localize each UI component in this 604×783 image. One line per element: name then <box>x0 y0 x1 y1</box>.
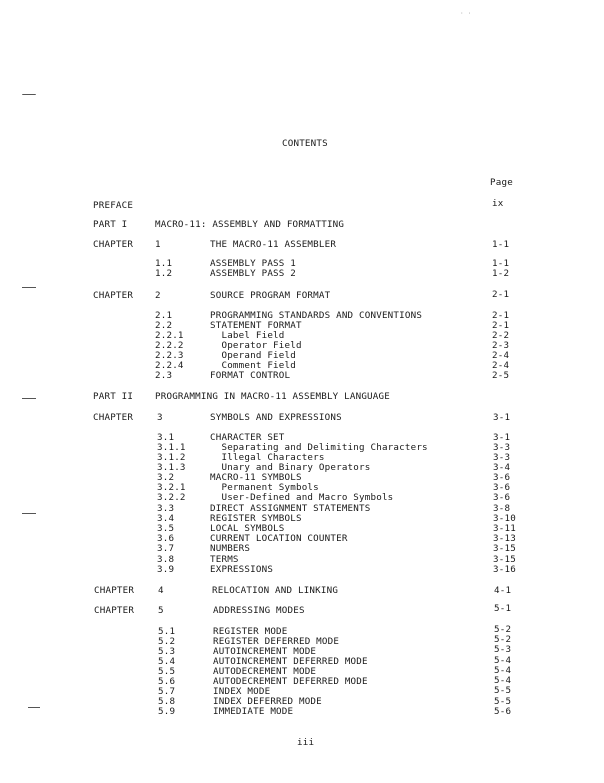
section-page: 3-15 <box>493 554 516 565</box>
section-number: 3.3 <box>157 503 175 514</box>
section-title: AUTOINCREMENT DEFERRED MODE <box>213 656 368 667</box>
section-title: Illegal Characters <box>210 452 325 463</box>
section-number: 3.5 <box>157 523 175 534</box>
section-title: Label Field <box>210 330 285 341</box>
scan-mark <box>22 287 36 288</box>
section-number: 5.6 <box>158 676 176 687</box>
section-number: 3.1 <box>157 432 175 443</box>
section-number: 2.2.1 <box>155 330 184 341</box>
section-title: Comment Field <box>210 360 296 371</box>
section-page: 5-4 <box>494 665 512 676</box>
section-number: 3.9 <box>157 564 175 575</box>
chapter-2-page: 2-1 <box>492 289 510 300</box>
chapter-2-number: 2 <box>155 290 161 301</box>
chapter-2-title: SOURCE PROGRAM FORMAT <box>210 290 331 301</box>
scan-mark <box>22 94 36 95</box>
section-number: 1.1 <box>155 258 173 269</box>
section-number: 1.2 <box>155 268 173 279</box>
section-page: 5-3 <box>494 644 512 655</box>
section-title: PROGRAMMING STANDARDS AND CONVENTIONS <box>210 310 423 321</box>
section-page: 3-10 <box>493 513 516 524</box>
section-title: IMMEDIATE MODE <box>213 706 294 717</box>
section-title: AUTODECREMENT MODE <box>213 666 317 677</box>
page-column-label: Page <box>490 177 513 188</box>
chapter-4-page: 4-1 <box>494 585 512 596</box>
section-number: 3.4 <box>157 513 175 524</box>
chapter-3-title: SYMBOLS AND EXPRESSIONS <box>210 412 342 423</box>
section-page: 2-2 <box>492 330 510 341</box>
section-page: 3-8 <box>493 503 511 514</box>
chapter-1-label: CHAPTER <box>93 239 134 250</box>
contents-heading: CONTENTS <box>282 138 328 149</box>
section-number: 3.1.2 <box>157 452 186 463</box>
section-number: 5.1 <box>158 626 176 637</box>
section-page: 2-1 <box>492 310 510 321</box>
section-page: 5-2 <box>494 624 512 635</box>
section-page: 3-1 <box>493 432 511 443</box>
section-page: 5-5 <box>494 685 512 696</box>
section-page: 3-6 <box>493 482 511 493</box>
part-2-label: PART II <box>93 391 134 402</box>
section-number: 5.5 <box>158 666 176 677</box>
section-number: 2.2 <box>155 320 173 331</box>
section-title: AUTOINCREMENT MODE <box>213 646 317 657</box>
chapter-5-page: 5-1 <box>494 603 512 614</box>
section-page: 2-1 <box>492 320 510 331</box>
section-page: 1-2 <box>492 268 510 279</box>
chapter-2-label: CHAPTER <box>93 290 134 301</box>
section-title: REGISTER SYMBOLS <box>210 513 302 524</box>
section-title: REGISTER DEFERRED MODE <box>213 636 340 647</box>
section-number: 2.2.4 <box>155 360 184 371</box>
section-number: 5.7 <box>158 686 176 697</box>
section-title: Unary and Binary Operators <box>210 462 371 473</box>
chapter-5-label: CHAPTER <box>94 605 135 616</box>
scan-mark <box>22 513 36 514</box>
section-number: 5.3 <box>158 646 176 657</box>
section-number: 3.2.1 <box>157 482 186 493</box>
section-title: Operand Field <box>210 350 296 361</box>
section-page: 3-16 <box>493 564 516 575</box>
section-page: 5-2 <box>494 634 512 645</box>
section-title: CURRENT LOCATION COUNTER <box>210 533 348 544</box>
preface-label: PREFACE <box>93 200 134 211</box>
chapter-1-number: 1 <box>155 239 161 250</box>
section-number: 2.1 <box>155 310 173 321</box>
section-page: 5-4 <box>494 655 512 666</box>
section-number: 2.3 <box>155 370 173 381</box>
part-1-title: MACRO-11: ASSEMBLY AND FORMATTING <box>155 219 345 230</box>
section-page: 2-4 <box>492 350 510 361</box>
section-title: CHARACTER SET <box>210 432 285 443</box>
scan-speck: · · <box>460 10 472 17</box>
section-number: 3.6 <box>157 533 175 544</box>
chapter-4-title: RELOCATION AND LINKING <box>212 585 339 596</box>
section-number: 3.1.1 <box>157 442 186 453</box>
section-page: 2-5 <box>492 370 510 381</box>
section-title: Permanent Symbols <box>210 482 319 493</box>
chapter-1-title: THE MACRO-11 ASSEMBLER <box>210 239 337 250</box>
section-title: EXPRESSIONS <box>210 564 274 575</box>
section-title: Separating and Delimiting Characters <box>210 442 428 453</box>
section-number: 3.2.2 <box>157 492 186 503</box>
part-2-title: PROGRAMMING IN MACRO-11 ASSEMBLY LANGUAGE <box>155 391 390 402</box>
section-page: 3-3 <box>493 442 511 453</box>
section-page: 5-4 <box>494 675 512 686</box>
section-page: 2-3 <box>492 340 510 351</box>
section-number: 5.9 <box>158 706 176 717</box>
section-number: 5.4 <box>158 656 176 667</box>
section-title: INDEX MODE <box>213 686 271 697</box>
preface-page: ix <box>492 198 504 209</box>
section-title: DIRECT ASSIGNMENT STATEMENTS <box>210 503 371 514</box>
chapter-1-page: 1-1 <box>492 239 510 250</box>
section-title: Operator Field <box>210 340 302 351</box>
section-page: 3-13 <box>493 533 516 544</box>
section-number: 3.7 <box>157 543 175 554</box>
section-page: 3-6 <box>493 472 511 483</box>
section-title: REGISTER MODE <box>213 626 288 637</box>
chapter-5-title: ADDRESSING MODES <box>213 605 305 616</box>
section-title: AUTODECREMENT DEFERRED MODE <box>213 676 368 687</box>
section-number: 5.2 <box>158 636 176 647</box>
section-page: 1-1 <box>492 258 510 269</box>
section-page: 2-4 <box>492 360 510 371</box>
section-page: 3-3 <box>493 452 511 463</box>
section-page: 5-6 <box>494 706 512 717</box>
section-page: 5-5 <box>494 696 512 707</box>
section-number: 3.8 <box>157 554 175 565</box>
section-number: 5.8 <box>158 696 176 707</box>
section-title: ASSEMBLY PASS 2 <box>210 268 296 279</box>
section-page: 3-11 <box>493 523 516 534</box>
part-1-label: PART I <box>93 219 128 230</box>
chapter-4-label: CHAPTER <box>94 585 135 596</box>
section-title: STATEMENT FORMAT <box>210 320 302 331</box>
scan-mark <box>22 398 36 399</box>
chapter-3-label: CHAPTER <box>93 412 134 423</box>
chapter-3-page: 3-1 <box>493 412 511 423</box>
section-number: 2.2.2 <box>155 340 184 351</box>
section-page: 3-4 <box>493 462 511 473</box>
chapter-4-number: 4 <box>158 585 164 596</box>
section-title: ASSEMBLY PASS 1 <box>210 258 296 269</box>
section-title: FORMAT CONTROL <box>210 370 291 381</box>
chapter-5-number: 5 <box>158 605 164 616</box>
footer-page-number: iii <box>297 737 315 748</box>
section-number: 2.2.3 <box>155 350 184 361</box>
section-number: 3.1.3 <box>157 462 186 473</box>
section-number: 3.2 <box>157 472 175 483</box>
section-title: NUMBERS <box>210 543 251 554</box>
section-page: 3-6 <box>493 492 511 503</box>
section-page: 3-15 <box>493 543 516 554</box>
chapter-3-number: 3 <box>157 412 163 423</box>
section-title: LOCAL SYMBOLS <box>210 523 285 534</box>
section-title: MACRO-11 SYMBOLS <box>210 472 302 483</box>
section-title: TERMS <box>210 554 239 565</box>
section-title: INDEX DEFERRED MODE <box>213 696 322 707</box>
section-title: User-Defined and Macro Symbols <box>210 492 394 503</box>
scan-mark <box>28 707 40 708</box>
